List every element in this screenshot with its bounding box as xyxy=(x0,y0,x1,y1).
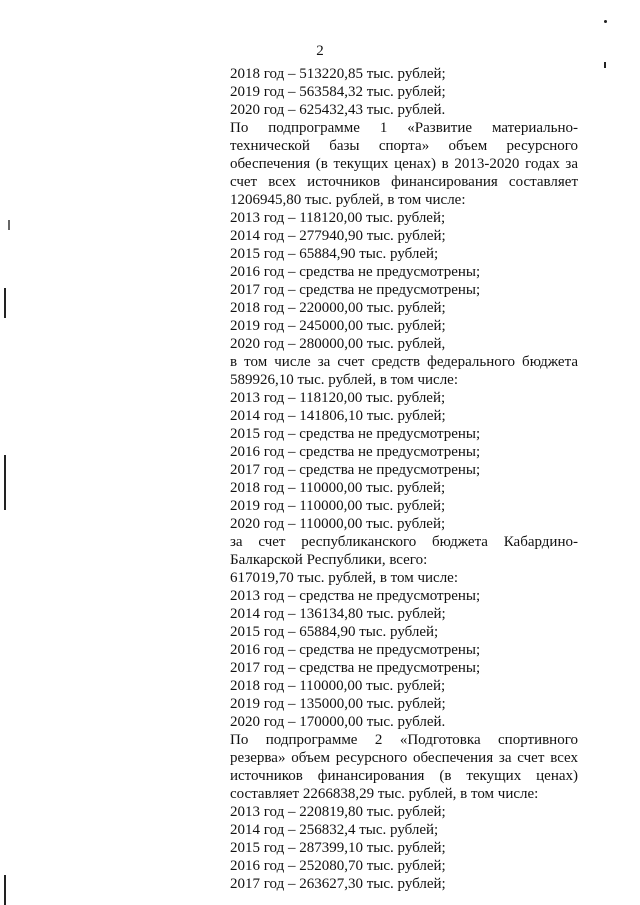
text-line: 2019 год – 110000,00 тыс. рублей; xyxy=(230,498,446,514)
text-line: технической базы спорта» объем ресурсного xyxy=(230,138,578,154)
text-line: 2016 год – 252080,70 тыс. рублей; xyxy=(230,858,446,874)
text-line: 2013 год – 220819,80 тыс. рублей; xyxy=(230,804,446,820)
text-line: По подпрограмме 2 «Подготовка спортивного xyxy=(230,732,578,748)
text-line: 2013 год – 118120,00 тыс. рублей; xyxy=(230,210,446,226)
text-line: 2017 год – средства не предусмотрены; xyxy=(230,282,481,298)
scan-artifact xyxy=(604,20,607,23)
text-line: за счет республиканского бюджета Кабардино- xyxy=(230,534,578,550)
scan-artifact xyxy=(604,62,606,68)
text-line: 2017 год – средства не предусмотрены; xyxy=(230,462,481,478)
text-line: 2020 год – 280000,00 тыс. рублей, xyxy=(230,336,446,352)
text-line: 2014 год – 256832,4 тыс. рублей; xyxy=(230,822,439,838)
text-line: 2017 год – средства не предусмотрены; xyxy=(230,660,481,676)
text-line: 2013 год – средства не предусмотрены; xyxy=(230,588,481,604)
scan-artifact xyxy=(4,875,6,905)
text-line: 2020 год – 110000,00 тыс. рублей; xyxy=(230,516,446,532)
text-line: 2015 год – 65884,90 тыс. рублей; xyxy=(230,246,439,262)
text-line: Балкарской Республики, всего: xyxy=(230,552,428,568)
text-line: 2015 год – 65884,90 тыс. рублей; xyxy=(230,624,439,640)
text-line: 2020 год – 625432,43 тыс. рублей. xyxy=(230,102,446,118)
text-line: резерва» объем ресурсного обеспечения за счет всех xyxy=(230,750,578,766)
text-line: в том числе за счет средств федерального бюджета xyxy=(230,354,578,370)
text-line: По подпрограмме 1 «Развитие материально- xyxy=(230,120,578,136)
document-body xyxy=(230,65,578,893)
text-line: 2013 год – 118120,00 тыс. рублей; xyxy=(230,390,446,406)
text-line: 2019 год – 563584,32 тыс. рублей; xyxy=(230,84,446,100)
text-line: 2015 год – 287399,10 тыс. рублей; xyxy=(230,840,446,856)
page-number: 2 xyxy=(316,43,324,59)
text-line: 2016 год – средства не предусмотрены; xyxy=(230,264,481,280)
text-line: составляет 2266838,29 тыс. рублей, в том числе: xyxy=(230,786,539,802)
text-line: 2017 год – 263627,30 тыс. рублей; xyxy=(230,876,446,892)
scan-artifact xyxy=(4,288,6,318)
text-line: обеспечения (в текущих ценах) в 2013-2020 годах за xyxy=(230,156,578,172)
text-line: 2018 год – 513220,85 тыс. рублей; xyxy=(230,66,446,82)
text-line: 2014 год – 277940,90 тыс. рублей; xyxy=(230,228,446,244)
text-line: 2019 год – 245000,00 тыс. рублей; xyxy=(230,318,446,334)
text-line: 2016 год – средства не предусмотрены; xyxy=(230,642,481,658)
text-line: 2018 год – 220000,00 тыс. рублей; xyxy=(230,300,446,316)
text-line: источников финансирования (в текущих ценах) xyxy=(230,768,578,784)
scan-artifact xyxy=(8,220,10,230)
text-line: 2018 год – 110000,00 тыс. рублей; xyxy=(230,678,446,694)
text-line: 1206945,80 тыс. рублей, в том числе: xyxy=(230,192,466,208)
text-line: 2015 год – средства не предусмотрены; xyxy=(230,426,481,442)
text-line: 2019 год – 135000,00 тыс. рублей; xyxy=(230,696,446,712)
scan-artifact xyxy=(4,455,6,510)
text-line: 2016 год – средства не предусмотрены; xyxy=(230,444,481,460)
text-line: 2020 год – 170000,00 тыс. рублей. xyxy=(230,714,446,730)
text-line: 589926,10 тыс. рублей, в том числе: xyxy=(230,372,459,388)
text-line: 2014 год – 141806,10 тыс. рублей; xyxy=(230,408,446,424)
text-line: 617019,70 тыс. рублей, в том числе: xyxy=(230,570,459,586)
text-line: 2018 год – 110000,00 тыс. рублей; xyxy=(230,480,446,496)
text-line: счет всех источников финансирования составляет xyxy=(230,174,578,190)
text-line: 2014 год – 136134,80 тыс. рублей; xyxy=(230,606,446,622)
